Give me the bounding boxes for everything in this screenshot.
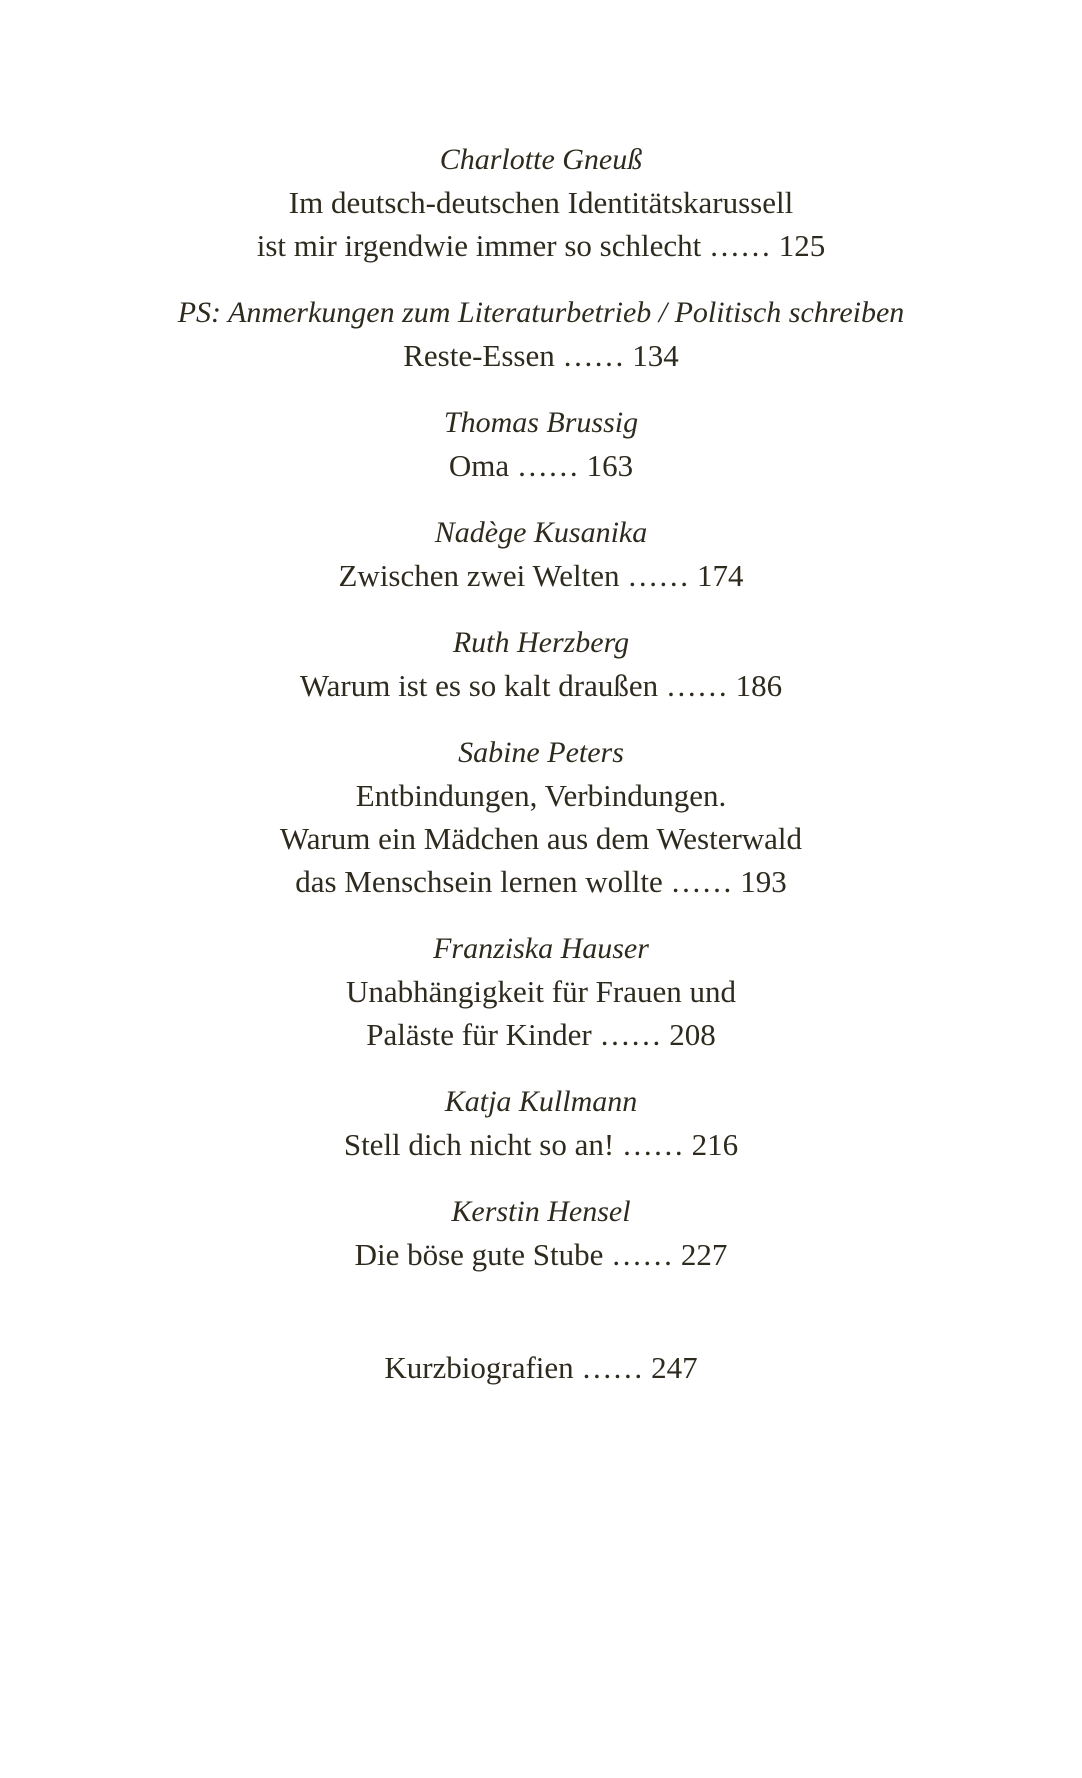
toc-appendix-entry xyxy=(0,1346,1082,1389)
toc-author: Franziska Hauser xyxy=(433,932,649,965)
toc-title-line: Oma …… 163 xyxy=(448,448,634,483)
toc-author: Kerstin Hensel xyxy=(451,1195,631,1228)
toc-entry xyxy=(0,511,1082,597)
toc-title-line: Im deutsch-deutschen Identitätskarussell xyxy=(288,185,794,220)
toc-title-line: Warum ist es so kalt draußen …… 186 xyxy=(299,668,783,703)
toc-title-line: Paläste für Kinder …… 208 xyxy=(366,1017,716,1052)
toc-author: Ruth Herzberg xyxy=(452,626,630,659)
toc-title-line: Zwischen zwei Welten …… 174 xyxy=(338,558,744,593)
table-of-contents xyxy=(0,138,1082,1413)
toc-entry xyxy=(0,927,1082,1056)
toc-entry xyxy=(0,621,1082,707)
toc-author: Nadège Kusanika xyxy=(434,516,648,549)
toc-title-line: das Menschsein lernen wollte …… 193 xyxy=(295,864,787,899)
toc-title-line: Stell dich nicht so an! …… 216 xyxy=(343,1127,739,1162)
toc-entry xyxy=(0,1080,1082,1166)
toc-entry xyxy=(0,401,1082,487)
toc-author: Charlotte Gneuß xyxy=(439,143,643,176)
toc-entry xyxy=(0,138,1082,267)
toc-entry xyxy=(0,291,1082,377)
toc-title-line: Warum ein Mädchen aus dem Westerwald xyxy=(279,821,803,856)
toc-title-line: Reste-Essen …… 134 xyxy=(403,338,679,373)
toc-appendix-title: Kurzbiografien …… 247 xyxy=(384,1350,698,1385)
toc-title-line: ist mir irgendwie immer so schlecht …… 125 xyxy=(256,228,826,263)
toc-title-line: Unabhängigkeit für Frauen und xyxy=(346,974,736,1009)
toc-title-line: Entbindungen, Verbindungen. xyxy=(355,778,727,813)
toc-section-heading: PS: Anmerkungen zum Literaturbetrieb / Politisch schreiben xyxy=(177,296,905,329)
toc-entry xyxy=(0,731,1082,903)
toc-title-line: Die böse gute Stube …… 227 xyxy=(354,1237,728,1272)
toc-author: Katja Kullmann xyxy=(444,1085,638,1118)
toc-author: Sabine Peters xyxy=(458,736,624,769)
toc-entry xyxy=(0,1190,1082,1276)
toc-author: Thomas Brussig xyxy=(443,406,639,439)
